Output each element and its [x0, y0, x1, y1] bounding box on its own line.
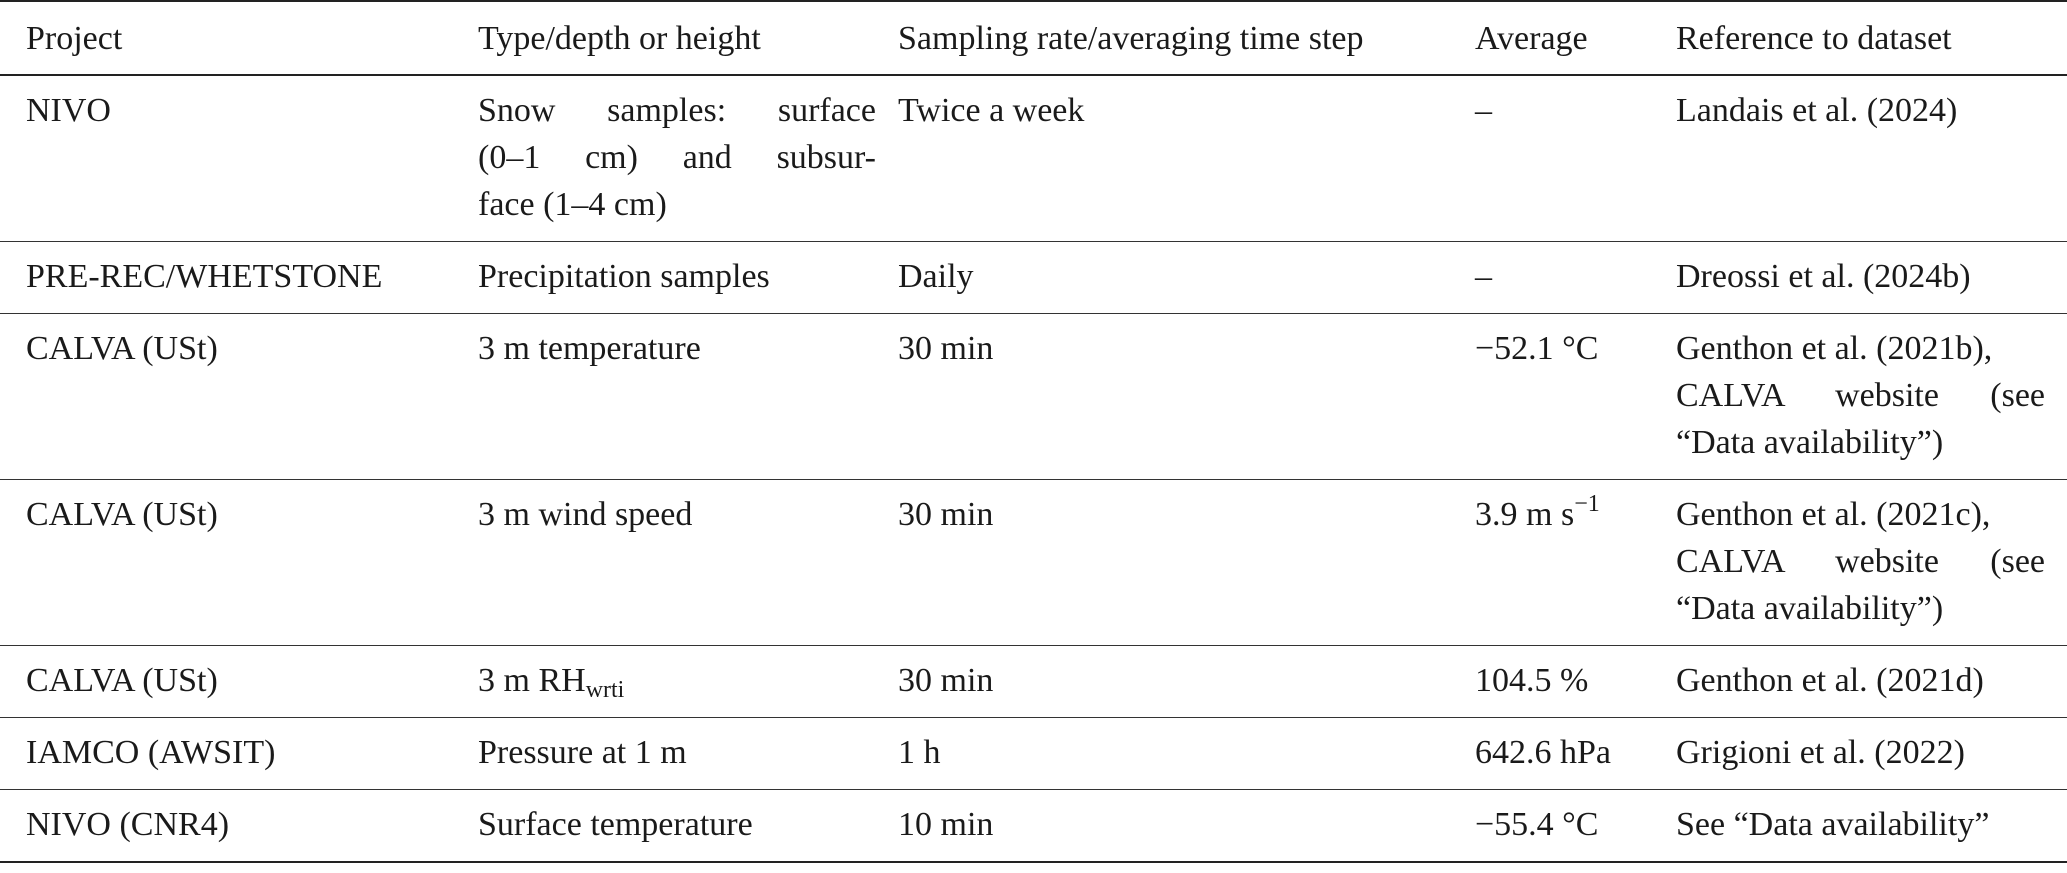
cell-line: Pressure at 1 m: [478, 734, 687, 771]
cell-average: [1475, 480, 1676, 646]
cell-reference: [1676, 75, 2067, 242]
cell-line: Landais et al. (2024): [1676, 92, 1958, 129]
cell-rate: 30 min: [898, 662, 994, 699]
cell-line: “Data availability”): [1676, 424, 1944, 461]
cell-line: Snow samples: surface: [478, 92, 876, 129]
cell-project: PRE-REC/WHETSTONE: [26, 258, 383, 295]
cell-type: [478, 75, 898, 242]
table-row: [0, 75, 2067, 242]
cell-rate: 30 min: [898, 330, 994, 367]
cell-project: NIVO (CNR4): [26, 806, 230, 843]
cell-rate: Daily: [898, 258, 974, 295]
cell-project: NIVO: [26, 92, 111, 129]
cell-reference: [1676, 790, 2067, 863]
header-average: Average: [1475, 19, 1588, 57]
cell-type: [478, 718, 898, 790]
header-rate: Sampling rate/averaging time step: [898, 19, 1364, 57]
cell-line: Surface temperature: [478, 806, 753, 843]
cell-type: [478, 646, 898, 718]
table-row: [0, 718, 2067, 790]
cell-project: CALVA (USt): [26, 330, 218, 367]
cell-type: [478, 480, 898, 646]
cell-average: 104.5 %: [1475, 662, 1589, 699]
header-type: Type/depth or height: [478, 19, 761, 57]
table-row: [0, 646, 2067, 718]
cell-line: Genthon et al. (2021b),: [1676, 330, 1993, 367]
cell-reference: [1676, 646, 2067, 718]
cell-line: CALVA website (see: [1676, 377, 2045, 414]
cell-average: 642.6 hPa: [1475, 734, 1611, 771]
header-row: [0, 1, 2067, 75]
average-exponent: −1: [1574, 491, 1600, 517]
header-reference: Reference to dataset: [1676, 19, 1952, 57]
type-subscript: wrti: [585, 677, 625, 703]
cell-line: Dreossi et al. (2024b): [1676, 258, 1971, 295]
table-row: [0, 242, 2067, 314]
cell-line: See “Data availability”: [1676, 806, 1990, 843]
cell-type: [478, 314, 898, 480]
cell-type: [478, 242, 898, 314]
table-row: [0, 480, 2067, 646]
cell-line: (0–1 cm) and subsur-: [478, 139, 876, 176]
table-row: [0, 790, 2067, 863]
cell-line: 3 m temperature: [478, 330, 701, 367]
cell-line: face (1–4 cm): [478, 186, 667, 223]
cell-line: CALVA website (see: [1676, 543, 2045, 580]
cell-project: CALVA (USt): [26, 662, 218, 699]
average-value: 3.9 m s: [1475, 496, 1575, 533]
cell-type: [478, 790, 898, 863]
table-header: [0, 1, 2067, 75]
cell-reference: [1676, 718, 2067, 790]
cell-line: 3 m wind speed: [478, 496, 693, 533]
cell-average: −55.4 °C: [1475, 806, 1599, 843]
table-row: [0, 314, 2067, 480]
cell-rate: Twice a week: [898, 92, 1085, 129]
cell-reference: [1676, 314, 2067, 480]
cell-line: Genthon et al. (2021c),: [1676, 496, 1991, 533]
cell-rate: 30 min: [898, 496, 994, 533]
cell-project: IAMCO (AWSIT): [26, 734, 276, 771]
cell-rate: 1 h: [898, 734, 941, 771]
cell-average: –: [1475, 92, 1492, 129]
header-project: Project: [26, 19, 123, 57]
cell-average: –: [1475, 258, 1492, 295]
cell-reference: [1676, 480, 2067, 646]
type-value: 3 m RH: [478, 662, 586, 699]
table-body: [0, 75, 2067, 862]
cell-line: Genthon et al. (2021d): [1676, 662, 1984, 699]
cell-average: −52.1 °C: [1475, 330, 1599, 367]
cell-line: “Data availability”): [1676, 590, 1944, 627]
cell-line: Precipitation samples: [478, 258, 770, 295]
cell-project: CALVA (USt): [26, 496, 218, 533]
cell-line: Grigioni et al. (2022): [1676, 734, 1965, 771]
cell-rate: 10 min: [898, 806, 994, 843]
cell-reference: [1676, 242, 2067, 314]
